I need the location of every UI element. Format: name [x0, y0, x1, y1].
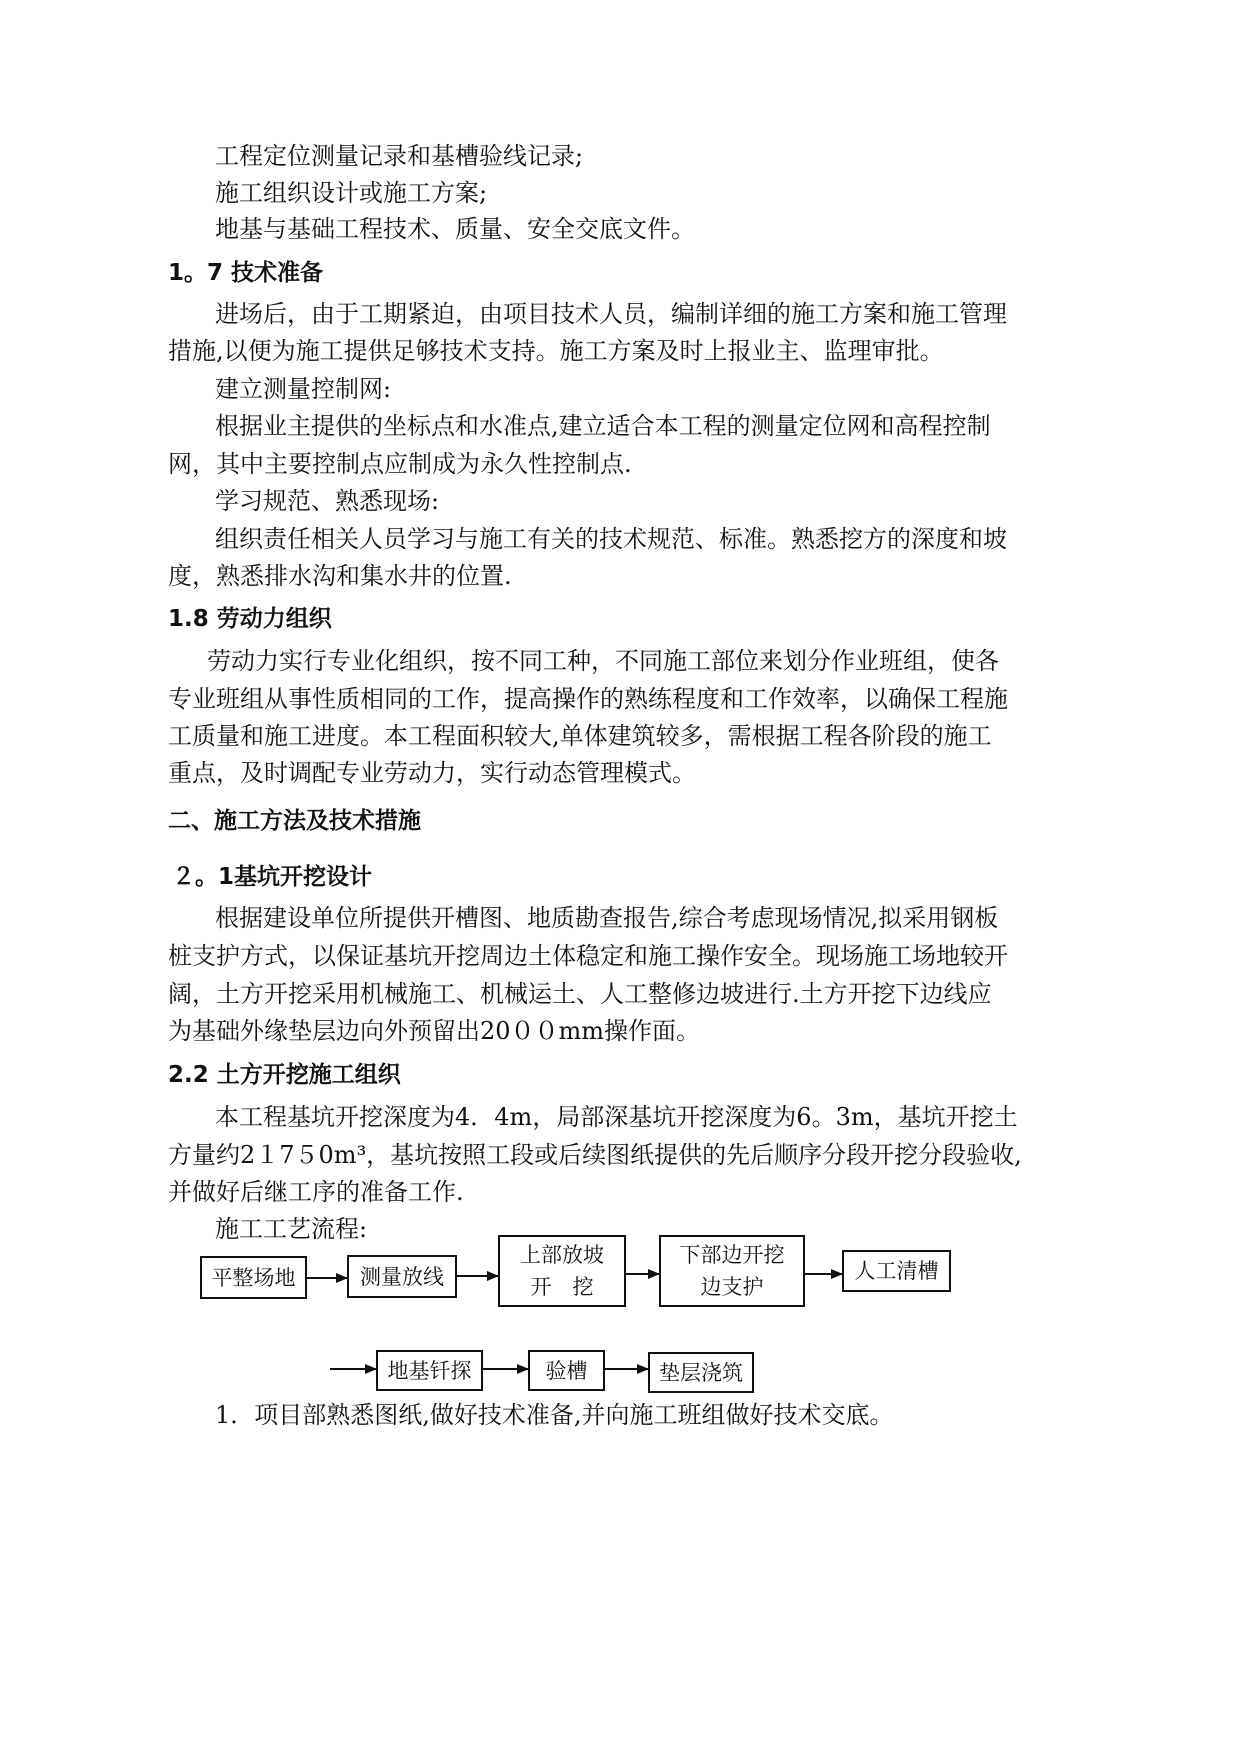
flow-step-label: 边支护 — [700, 1275, 764, 1299]
paragraph-line: 阔，土方开挖采用机械施工、机械运土、人工整修边坡进行.土方开挖下边线应 — [168, 980, 992, 1008]
paragraph-line: 本工程基坑开挖深度为4．4m，局部深基坑开挖深度为6。3m，基坑开挖土 — [215, 1103, 1018, 1131]
paragraph-line: 措施,以便为施工提供足够技术支持。施工方案及时上报业主、监理审批。 — [168, 337, 944, 365]
paragraph-line: 专业班组从事性质相同的工作，提高操作的熟练程度和工作效率，以确保工程施 — [168, 685, 1008, 713]
paragraph-line: 施工工艺流程: — [215, 1215, 368, 1243]
flow-step-label: 验槽 — [545, 1358, 588, 1383]
flow-step-level-site — [200, 1256, 307, 1299]
flow-step-label: 地基钎探 — [387, 1358, 472, 1383]
flow-step-foundation-probing — [376, 1350, 483, 1391]
intro-line-3: 地基与基础工程技术、质量、安全交底文件。 — [215, 215, 695, 243]
intro-line-2: 施工组织设计或施工方案; — [215, 179, 488, 207]
section-heading-2-2: 2.2 土方开挖施工组织 — [168, 1062, 401, 1088]
paragraph-line: 根据业主提供的坐标点和水准点,建立适合本工程的测量定位网和高程控制 — [215, 412, 991, 440]
paragraph-line: 网，其中主要控制点应制成为永久性控制点. — [168, 450, 632, 478]
flow-step-label: 开 挖 — [530, 1275, 594, 1299]
paragraph-line: 并做好后继工序的准备工作. — [168, 1178, 464, 1206]
flow-step-label: 人工清槽 — [854, 1259, 939, 1283]
chapter-heading-2: 二、施工方法及技术措施 — [168, 808, 421, 834]
intro-line-1: 工程定位测量记录和基槽验线记录; — [215, 142, 584, 170]
flow-step-upper-slope-excavation — [498, 1235, 626, 1307]
flow-step-label: 测量放线 — [360, 1264, 444, 1289]
flow-step-survey-layout — [347, 1255, 457, 1298]
paragraph-line: 根据建设单位所提供开槽图、地质勘查报告,综合考虑现场情况,拟采用钢板 — [215, 904, 999, 932]
flow-step-lower-excavation-support — [659, 1235, 805, 1307]
paragraph-line: 组织责任相关人员学习与施工有关的技术规范、标准。熟悉挖方的深度和坡 — [215, 525, 1007, 553]
paragraph-line: 工质量和施工进度。本工程面积较大,单体建筑较多，需根据工程各阶段的施工 — [168, 722, 992, 750]
paragraph-line: 度，熟悉排水沟和集水井的位置. — [168, 562, 512, 590]
flow-step-label: 平整场地 — [211, 1265, 296, 1290]
paragraph-line: 建立测量控制网: — [215, 375, 392, 403]
flow-step-label: 上部放坡 — [520, 1243, 604, 1267]
paragraph-line: 学习规范、熟悉现场: — [215, 487, 440, 515]
flow-step-label: 下部边开挖 — [679, 1243, 785, 1267]
flow-step-trench-inspection — [528, 1350, 605, 1391]
flow-step-manual-trench-cleaning — [842, 1250, 951, 1292]
paragraph-line: 桩支护方式，以保证基坑开挖周边土体稳定和施工操作安全。现场施工场地较开 — [168, 942, 1008, 970]
section-heading-2-1: ２。1基坑开挖设计 — [172, 864, 373, 890]
paragraph-line: 方量约2１7５0m³，基坑按照工段或后续图纸提供的先后顺序分段开挖分段验收, — [168, 1141, 1022, 1169]
paragraph-line: 劳动力实行专业化组织，按不同工种，不同施工部位来划分作业班组，使各 — [207, 647, 999, 675]
paragraph-line: 为基础外缘垫层边向外预留出20００mm操作面。 — [168, 1017, 701, 1045]
flow-step-cushion-pouring — [648, 1352, 754, 1393]
numbered-item-1: 1．项目部熟悉图纸,做好技术准备,并向施工班组做好技术交底。 — [215, 1401, 894, 1429]
section-heading-1-7: 1。7 技术准备 — [168, 260, 324, 286]
flow-step-label: 垫层浇筑 — [659, 1360, 743, 1385]
paragraph-line: 重点，及时调配专业劳动力，实行动态管理模式。 — [168, 759, 696, 787]
section-heading-1-8: 1.8 劳动力组织 — [168, 606, 332, 632]
paragraph-line: 进场后，由于工期紧迫，由项目技术人员，编制详细的施工方案和施工管理 — [215, 300, 1007, 328]
